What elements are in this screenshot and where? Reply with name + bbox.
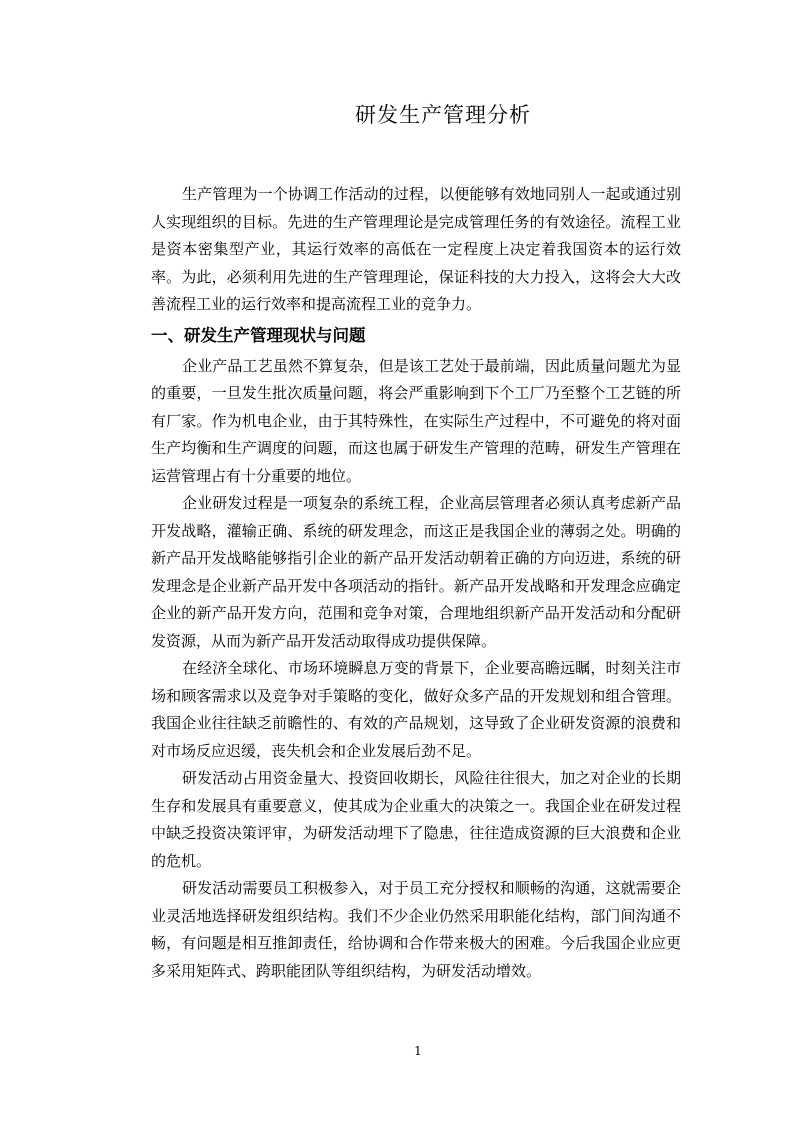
body-paragraph: 企业产品工艺虽然不算复杂，但是该工艺处于最前端，因此质量问题尤为显的重要，一旦发生批次质量问题，将会严重影响到下个工厂乃至整个工艺链的所有厂家。作为机电企业，由于其特殊性，在实际生产过程中，不可避免的将对面生产均衡和生产调度的问题，而这也属于研发生产管理的范畴，研发生产管理在运营管理占有十分重要的地位。 (151, 356, 681, 485)
body-paragraph: 在经济全球化、市场环境瞬息万变的背景下，企业要高瞻远瞩，时刻关注市场和顾客需求以及竞争对手策略的变化，做好众多产品的开发规划和组合管理。我国企业往往缺乏前瞻性的、有效的产品规划，这导致了企业研发资源的浪费和对市场反应迟缓，丧失机会和企业发展后劲不足。 (151, 659, 681, 760)
document-title: 研发生产管理分析 (355, 103, 531, 127)
section-heading: 一、研发生产管理现状与问题 (151, 325, 366, 345)
intro-paragraph: 生产管理为一个协调工作活动的过程，以便能够有效地同别人一起或通过别人实现组织的目标。先进的生产管理理论是完成管理任务的有效途径。流程工业是资本密集型产业，其运行效率的高低在一定程度上决定着我国资本的运行效率。为此，必须利用先进的生产管理理论，保证科技的大力投入，这将会大大改善流程工业的运行效率和提高流程工业的竞争力。 (151, 185, 681, 313)
document-body (151, 181, 681, 985)
page-number: 1 (414, 1044, 422, 1058)
body-paragraph: 企业研发过程是一项复杂的系统工程，企业高层管理者必须认真考虑新产品开发战略，灌输正确、系统的研发理念，而这正是我国企业的薄弱之处。明确的新产品开发战略能够指引企业的新产品开发活动朝着正确的方向迈进，系统的研发理念是企业新产品开发中各项活动的指针。新产品开发战略和开发理念应确定企业的新产品开发方向，范围和竞争对策，合理地组织新产品开发活动和分配研发资源，从而为新产品开发活动取得成功提供保障。 (151, 494, 681, 650)
body-paragraph: 研发活动需要员工积极参入，对于员工充分授权和顺畅的沟通，这就需要企业灵活地选择研发组织结构。我们不少企业仍然采用职能化结构，部门间沟通不畅，有问题是相互推卸责任，给协调和合作带来极大的困难。今后我国企业应更多采用矩阵式、跨职能团队等组织结构，为研发活动增效。 (151, 879, 681, 980)
body-paragraph: 研发活动占用资金量大、投资回收期长，风险往往很大，加之对企业的长期生存和发展具有重要意义，使其成为企业重大的决策之一。我国企业在研发过程中缺乏投资决策评审，为研发活动埋下了隐患，往往造成资源的巨大浪费和企业的危机。 (151, 769, 681, 870)
